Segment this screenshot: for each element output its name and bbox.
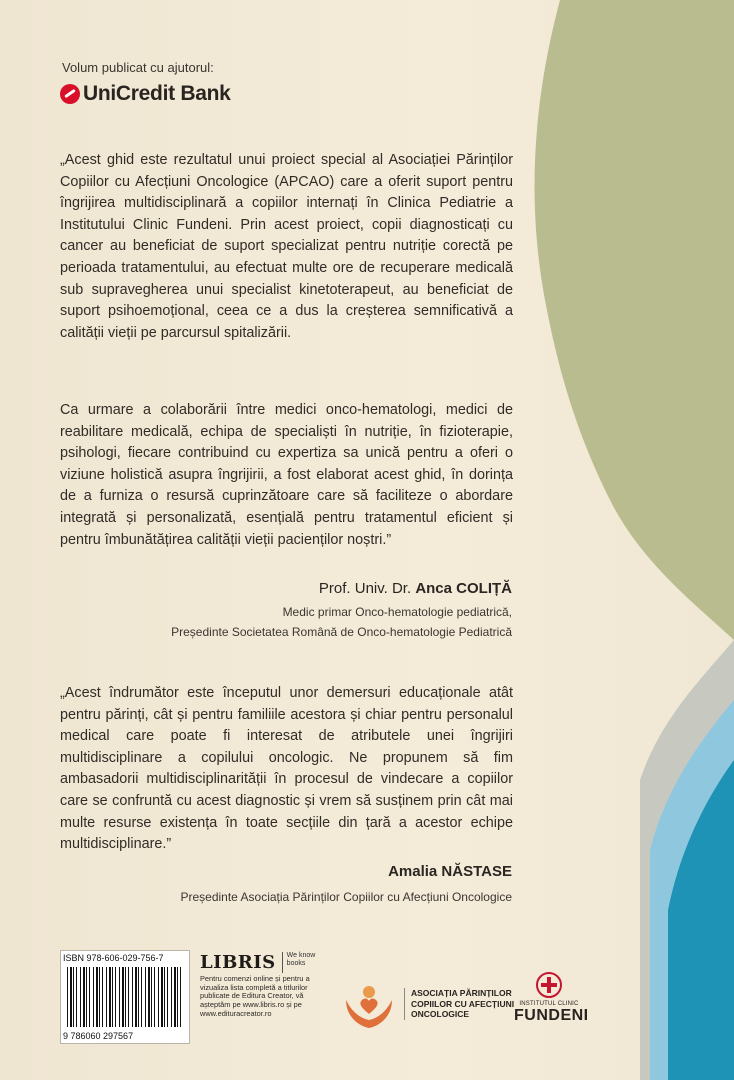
signature-1-role-2: Președinte Societatea Română de Onco-hematologie Pediatrică	[171, 625, 512, 639]
sponsor-label: Volum publicat cu ajutorul:	[62, 60, 214, 75]
libris-logo: LIBRIS	[200, 952, 283, 973]
signature-1-name	[319, 580, 512, 597]
unicredit-logo-icon	[60, 84, 80, 104]
apcao-block	[340, 978, 519, 1030]
hands-heart-icon	[340, 978, 398, 1030]
quote-paragraph-1: „Acest ghid este rezultatul unui proiect special al Asociației Părinților Copiilor cu Afecțiuni Oncologice (APCAO) care a oferit suport pentru îngrijirea multidisciplinară a copiilor internați în Clinica Pediatrie a Institutului Clinic Fundeni. Prin acest proiect, copii diagnosticați cu cancer au beneficiat de suport specializat pentru nutriție corectă pe perioada tratamentului, au efectuat multe ore de recuperare medicală sub supravegherea unui specialist kinetoterapeut, au beneficiat de suport psihoemoțional, ceea ce a dus la creșterea semnificativă a calității vieții pe parcursul spitalizării.	[60, 152, 513, 341]
quote-paragraph-2: Ca urmare a colaborării între medici onco-hematologi, medici de reabilitare medicală, echipa de specialiști în nutriție, în fizioterapie, psihologi, fiecare contribuind cu expertiza sa unică pentru a oferi o viziune holistică asupra îngrijirii, a fost elaborat acest ghid, în dorința de a furniza o resursă cuprinzătoare care să faciliteze o abordare integrată și personalizată, esențială pentru tratamentul eficient și pentru îmbunătățirea calității vieții pacienților noștri.”	[60, 402, 513, 548]
barcode	[60, 950, 190, 1044]
unicredit-brand	[60, 82, 231, 106]
libris-block	[200, 952, 332, 1019]
quote-paragraph-3: „Acest îndrumător este începutul unor demersuri educaționale atât pentru părinți, cât și pentru familiile acestora și chiar pentru personalul medical care poate fi interesat de atributele unei îngrijiri multidisciplinare a copilului oncologic. Ne propunem să fim ambasadorii multidisciplinarității în procesul de vindecare a copiilor care se confruntă cu acest diagnostic și vrem să susținem prin cât mai multe resurse existența în toate secțiile din țară a acestor echipe multidisciplinare.”	[60, 685, 513, 853]
libris-tagline: We know books	[286, 952, 316, 967]
signature-2-role: Președinte Asociația Părinților Copiilor cu Afecțiuni Oncologice	[180, 890, 512, 904]
signature-1-prefix: Prof. Univ. Dr.	[318, 580, 412, 597]
green-shape	[535, 0, 734, 640]
libris-info: Pentru comenzi online și pentru a vizualiza lista completă a titlurilor publicate de Editura Creator, vă așteptăm pe www.libris.ro și pe www.edituracreator.ro	[200, 974, 310, 1018]
signature-2-name	[388, 863, 512, 880]
barcode-number: 9 786060 297567	[63, 1031, 134, 1041]
unicredit-brand-text: UniCredit Bank	[83, 82, 231, 105]
fundeni-title: FUNDENI	[514, 1007, 589, 1024]
signature-1-surname: Anca COLIȚĂ	[415, 580, 512, 597]
apcao-name: ASOCIAȚIA PĂRINȚILOR COPIILOR CU AFECȚIUNI ONCOLOGICE	[404, 988, 519, 1020]
isbn-text: ISBN 978-606-029-756-7	[63, 953, 164, 963]
fundeni-block	[514, 972, 589, 1025]
signature-2-surname: Amalia NĂSTASE	[388, 863, 512, 880]
medical-cross-icon	[536, 972, 562, 998]
barcode-bars	[67, 967, 183, 1027]
signature-1-role-1: Medic primar Onco-hematologie pediatrică,	[282, 605, 512, 619]
fundeni-subtitle: INSTITUTUL CLINIC	[519, 1001, 579, 1007]
